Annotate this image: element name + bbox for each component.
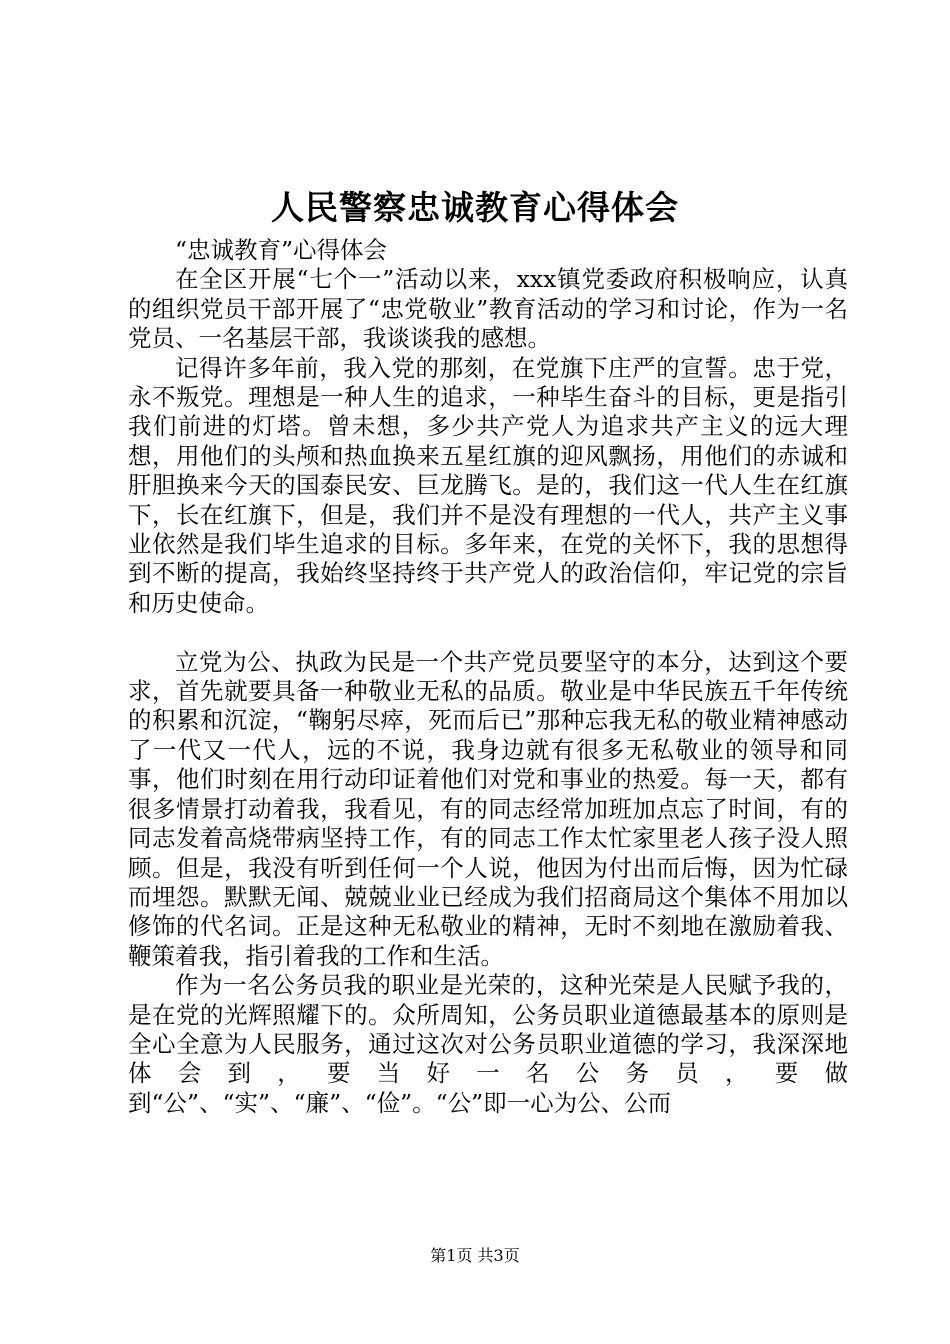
document-body xyxy=(128,236,848,1118)
document-title: 人民警察忠诚教育心得体会 xyxy=(271,188,679,227)
paragraph: 记得许多年前，我入党的那刻，在党旗下庄严的宣誓。忠于党，永不叛党。理想是一种人生的追求，一种毕生奋斗的目标，更是指引我们前进的灯塔。曾未想，多少共产党人为追求共产主义的远大理想，用他们的头颅和热血换来五星红旗的迎风飘扬，用他们的赤诚和肝胆换来今天的国泰民安、巨龙腾飞。是的，我们这一代人生在红旗下，长在红旗下，但是，我们并不是没有理想的一代人，共产主义事业依然是我们毕生追求的目标。多年来，在党的关怀下，我的思想得到不断的提高，我始终坚持终于共产党人的政治信仰，牢记党的宗旨和历史使命。 xyxy=(128,353,848,617)
paragraph: 在全区开展“七个一”活动以来，xxx镇党委政府积极响应，认真的组织党员干部开展了“忠党敬业”教育活动的学习和讨论，作为一名党员、一名基层干部，我谈谈我的感想。 xyxy=(128,265,848,353)
paragraph: 立党为公、执政为民是一个共产党员要坚守的本分，达到这个要求，首先就要具备一种敬业无私的品质。敬业是中华民族五千年传统的积累和沉淀，“鞠躬尽瘁，死而后已”那种忘我无私的敬业精神感动了一代又一代人，远的不说，我身边就有很多无私敬业的领导和同事，他们时刻在用行动印证着他们对党和事业的热爱。每一天，都有很多情景打动着我，我看见，有的同志经常加班加点忘了时间，有的同志发着高烧带病坚持工作，有的同志工作太忙家里老人孩子没人照顾。但是，我没有听到任何一个人说，他因为付出而后悔，因为忙碌而埋怨。默默无闻、兢兢业业已经成为我们招商局这个集体不用加以修饰的代名词。正是这种无私敬业的精神，无时不刻地在激励着我、鞭策着我，指引着我的工作和生活。 xyxy=(128,647,848,970)
page-number-footer: 第1页 共3页 xyxy=(430,1246,520,1265)
paragraph-subtitle: “忠诚教育”心得体会 xyxy=(175,236,388,264)
paragraph: 作为一名公务员我的职业是光荣的，这种光荣是人民赋予我的，是在党的光辉照耀下的。众所周知，公务员职业道德最基本的原则是全心全意为人民服务，通过这次对公务员职业道德的学习，我深深地体会到，要当好一名公务员，要做到“公”、“实”、“廉”、“俭”。“公”即一心为公、公而 xyxy=(128,971,848,1117)
